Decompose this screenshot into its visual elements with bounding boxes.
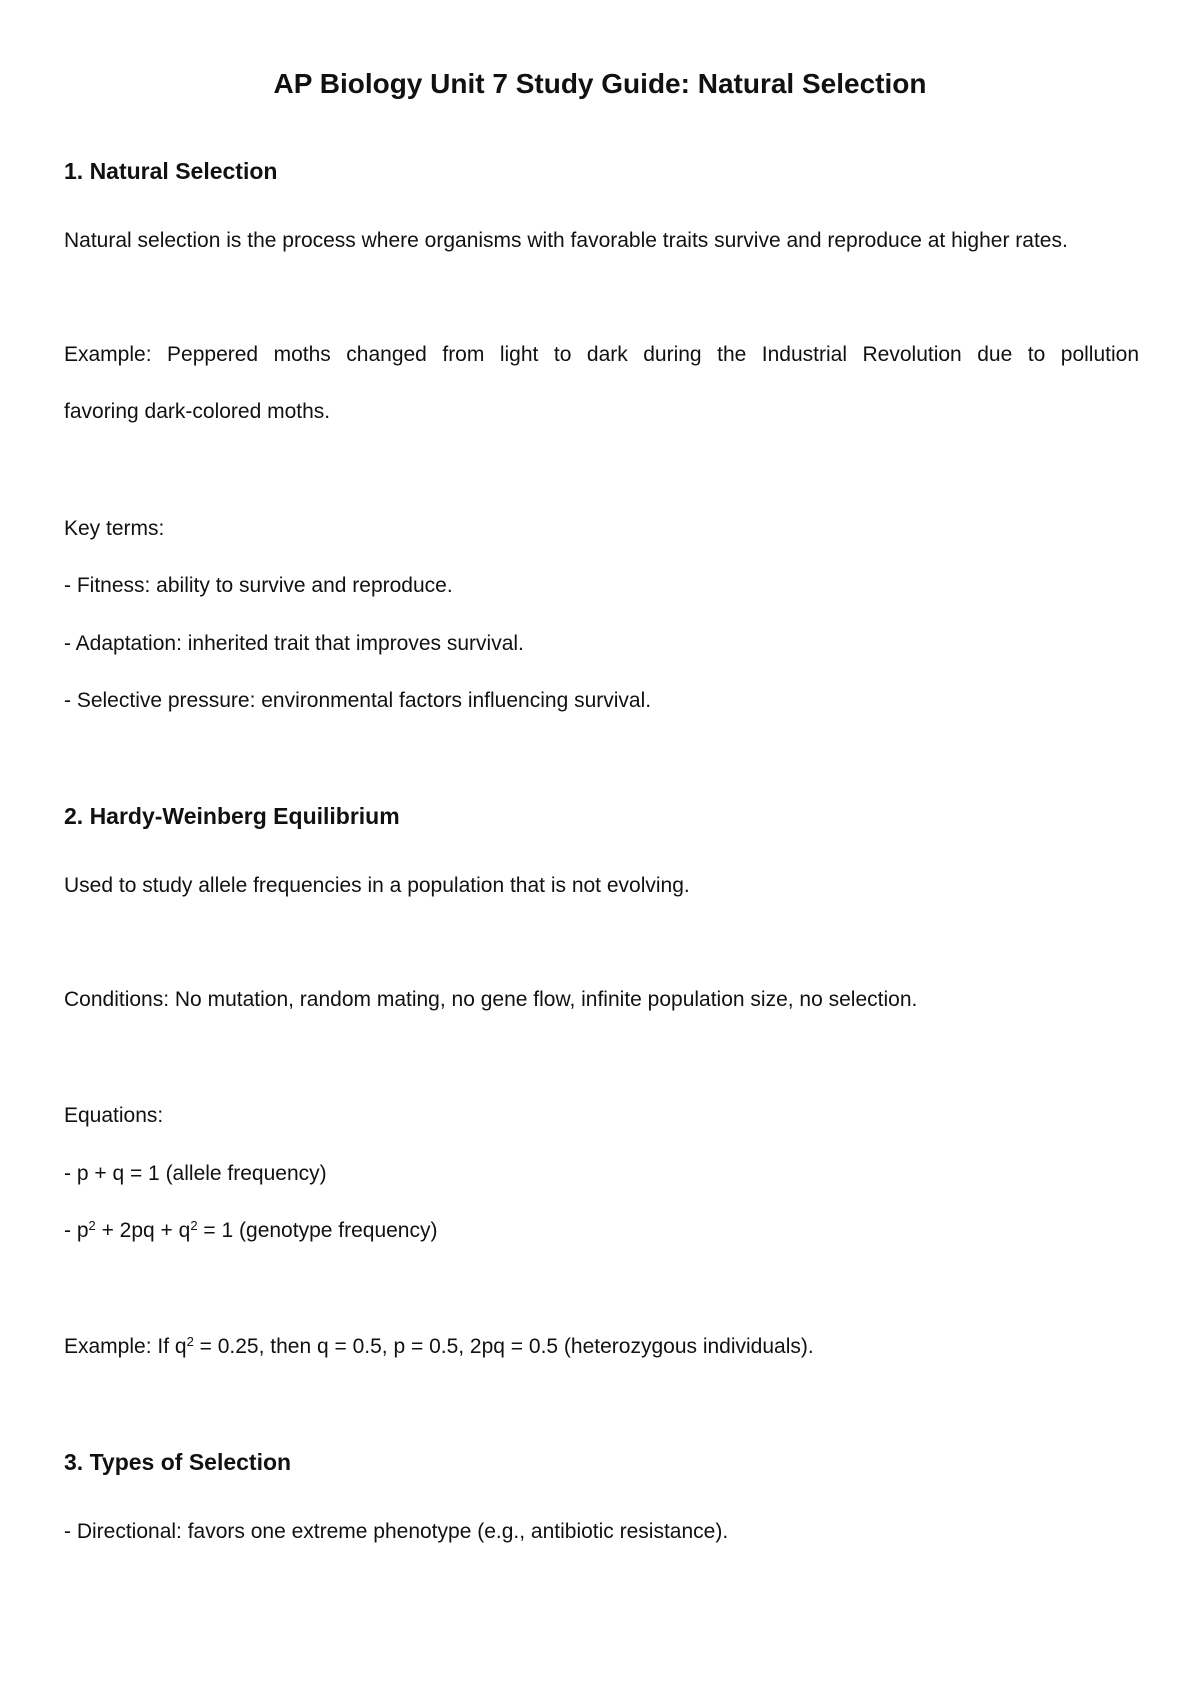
key-term-selective-pressure: - Selective pressure: environmental factors influencing survival. bbox=[64, 689, 652, 712]
section-heading-hardy-weinberg: 2. Hardy-Weinberg Equilibrium bbox=[64, 803, 400, 829]
natural-selection-example-line-2: favoring dark-colored moths. bbox=[64, 400, 331, 423]
section-heading-natural-selection: 1. Natural Selection bbox=[64, 158, 278, 184]
superscript-2: 2 bbox=[88, 1218, 96, 1233]
document-title: AP Biology Unit 7 Study Guide: Natural Selection bbox=[273, 68, 927, 99]
equation-part: + 2pq + q bbox=[95, 1219, 191, 1242]
natural-selection-example-line-1: Example: Peppered moths changed from light to dark during the Industrial Revolution due to pollution bbox=[64, 343, 1139, 366]
hardy-weinberg-definition: Used to study allele frequencies in a population that is not evolving. bbox=[64, 874, 690, 897]
superscript-2: 2 bbox=[190, 1218, 198, 1233]
selection-type-directional: - Directional: favors one extreme phenotype (e.g., antibiotic resistance). bbox=[64, 1520, 729, 1543]
hardy-weinberg-conditions: Conditions: No mutation, random mating, no gene flow, infinite population size, no selection. bbox=[64, 988, 918, 1011]
equations-label: Equations: bbox=[64, 1104, 164, 1127]
equation-allele-frequency: - p + q = 1 (allele frequency) bbox=[64, 1162, 327, 1185]
natural-selection-definition: Natural selection is the process where organisms with favorable traits survive and reproduce at higher rates. bbox=[64, 229, 1068, 252]
key-terms-label: Key terms: bbox=[64, 517, 165, 540]
hardy-weinberg-example bbox=[64, 1333, 814, 1361]
superscript-2: 2 bbox=[186, 1334, 194, 1349]
example-part: = 0.25, then q = 0.5, p = 0.5, 2pq = 0.5 (heterozygous individuals). bbox=[193, 1335, 814, 1358]
key-term-fitness: - Fitness: ability to survive and reproduce. bbox=[64, 574, 453, 597]
equation-part: = 1 (genotype frequency) bbox=[197, 1219, 438, 1242]
key-term-adaptation: - Adaptation: inherited trait that improves survival. bbox=[64, 632, 524, 655]
equation-genotype-frequency bbox=[64, 1217, 437, 1245]
example-part: Example: If q bbox=[64, 1335, 187, 1358]
equation-part: - p bbox=[64, 1219, 89, 1242]
section-heading-types-of-selection: 3. Types of Selection bbox=[64, 1449, 292, 1475]
